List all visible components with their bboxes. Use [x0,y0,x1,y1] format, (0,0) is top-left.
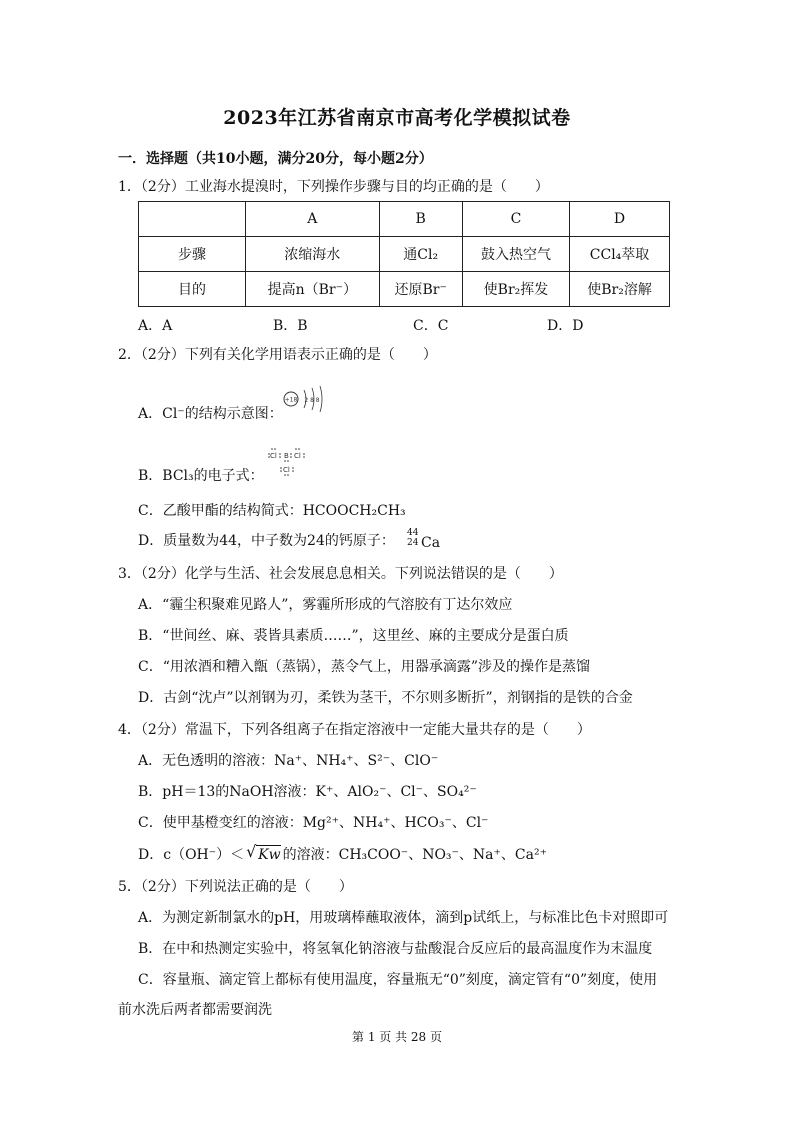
option-d-prefix: D．c（OH⁻）＜ [138,847,245,863]
question-4-stem: 4．（2分）常温下，下列各组离子在指定溶液中一定能大量共存的是（ ） [118,722,591,738]
lewis-structure-diagram [268,446,308,476]
question-1-table [138,201,670,307]
table-cell: 使Br₂溶解 [570,272,670,307]
option-d-suffix: 的溶液：CH₃COO⁻、NO₃⁻、Na⁺、Ca²⁺ [282,847,547,863]
table-cell: 还原Br⁻ [379,272,462,307]
question-2-stem: 2．（2分）下列有关化学用语表示正确的是（ ） [118,347,437,363]
option-d: D．D [547,318,584,334]
nuclide-atomic-number: 24 [407,538,419,548]
svg-text:B: B [284,452,289,460]
option-c: C．C [413,318,449,334]
question-3-stem: 3．（2分）化学与生活、社会发展息息相关。下列说法错误的是（ ） [118,566,563,582]
question-3-option-d: D．古剑“沈卢”以剂钢为刃，柔铁为茎干，不尔则多断折”，剂钢指的是铁的合金 [138,690,633,706]
page-title: 2023年江苏省南京市高考化学模拟试卷 [223,107,571,129]
section-heading: 一．选择题（共10小题，满分20分，每小题2分） [118,151,433,167]
question-2-option-c: C．乙酸甲酯的结构简式：HCOOCH₂CH₃ [138,503,406,519]
question-5-stem: 5．（2分）下列说法正确的是（ ） [118,879,353,895]
question-5-option-c-line-2: 前水洗后两者都需要润洗 [118,1002,272,1018]
question-4-option-b: B．pH＝13的NaOH溶液：K⁺、AlO₂⁻、Cl⁻、SO₄²⁻ [138,784,477,800]
question-5-option-a: A．为测定新制氯水的pH，用玻璃棒蘸取液体，滴到p试纸上，与标准比色卡对照即可 [138,910,669,926]
table-row [139,272,670,307]
table-cell: 浓缩海水 [246,237,380,272]
sqrt-expression: √ Kw [246,842,281,863]
svg-text:Cl: Cl [294,452,301,460]
question-2-option-a: A．Cl⁻的结构示意图： [138,406,283,422]
question-5-option-b: B．在中和热测定实验中，将氢氧化钠溶液与盐酸混合反应后的最高温度作为末温度 [138,941,653,957]
question-2-option-b: B．BCl₃的电子式： [138,468,264,484]
option-b: B．B [273,318,308,334]
table-cell: 通Cl₂ [379,237,462,272]
table-cell: 使Br₂挥发 [462,272,569,307]
question-4-option-d [138,842,547,864]
question-4-option-c: C．使甲基橙变红的溶液：Mg²⁺、NH₄⁺、HCO₃⁻、Cl⁻ [138,815,489,831]
table-cell: 鼓入热空气 [462,237,569,272]
table-cell: 提高n（Br⁻） [246,272,380,307]
question-1-stem: 1．（2分）工业海水提溴时，下列操作步骤与目的均正确的是（ ） [118,179,549,195]
table-cell: 步骤 [139,237,246,272]
question-3-option-c: C．“用浓酒和糟入甑（蒸锅），蒸令气上，用器承滴露”涉及的操作是蒸馏 [138,659,591,675]
table-cell: C [462,202,569,237]
table-cell: A [246,202,380,237]
table-cell: 目的 [139,272,246,307]
question-3-option-b: B．“世间丝、麻、裘皆具素质……”，这里丝、麻的主要成分是蛋白质 [138,628,569,644]
table-cell [139,202,246,237]
table-cell: CCl₄萃取 [570,237,670,272]
question-4-option-a: A．无色透明的溶液：Na⁺、NH₄⁺、S²⁻、ClO⁻ [138,753,439,769]
atom-nucleus-label: +18 [284,396,298,404]
atom-structure-diagram [282,384,326,414]
question-3-option-a: A．“霾尘积聚难见路人”，雾霾所形成的气溶胶有丁达尔效应 [138,597,513,613]
option-a: A．A [138,318,173,334]
svg-text:Cl: Cl [270,452,277,460]
question-1-options [138,315,698,333]
page-footer: 第 1 页 共 28 页 [352,1030,442,1044]
atom-shell-electrons: 2 8 8 [304,397,320,404]
nuclide-mass-number: 44 [407,528,419,538]
svg-text:Cl: Cl [283,466,290,474]
table-cell: B [379,202,462,237]
question-2-option-d: D．质量数为44，中子数为24的钙原子： [138,533,395,549]
sqrt-radicand: Kw [258,847,281,863]
question-5-option-c-line-1: C．容量瓶、滴定管上都标有使用温度，容量瓶无“0”刻度，滴定管有“0”刻度，使用 [138,972,658,988]
table-row [139,202,670,237]
table-cell: D [570,202,670,237]
nuclide-element: Ca [421,535,441,551]
table-row [139,237,670,272]
